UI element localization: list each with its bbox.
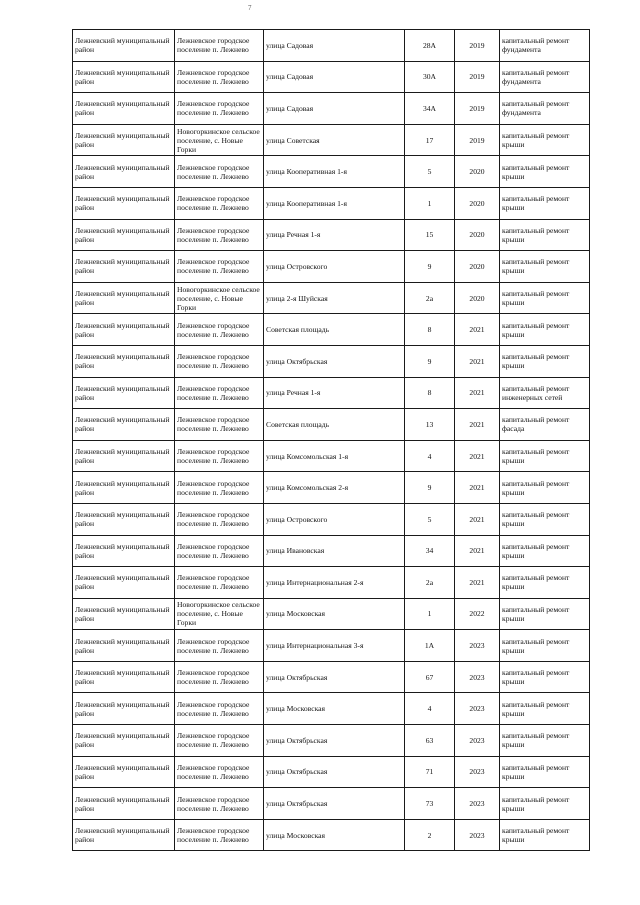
table-row: [73, 788, 590, 820]
year-cell: 2020: [455, 251, 500, 283]
house-number-cell: 5: [405, 503, 455, 535]
district-cell: Лежневский муниципальный район: [73, 756, 175, 788]
table-row: [73, 377, 590, 409]
district-cell: Лежневский муниципальный район: [73, 788, 175, 820]
year-cell: 2020: [455, 187, 500, 219]
work-type-cell: капитальный ремонт крыши: [500, 314, 590, 346]
work-type-cell: капитальный ремонт фундамента: [500, 61, 590, 93]
street-cell: улица Октябрьская: [264, 661, 405, 693]
district-cell: Лежневский муниципальный район: [73, 567, 175, 599]
year-cell: 2023: [455, 819, 500, 851]
house-number-cell: 4: [405, 440, 455, 472]
settlement-cell: Лежневское городское поселение п. Лежнево: [175, 661, 264, 693]
work-type-cell: капитальный ремонт крыши: [500, 756, 590, 788]
house-number-cell: 8: [405, 314, 455, 346]
street-cell: улица Кооперативная 1-я: [264, 187, 405, 219]
house-number-cell: 17: [405, 124, 455, 156]
street-cell: улица Московская: [264, 819, 405, 851]
house-number-cell: 13: [405, 409, 455, 441]
district-cell: Лежневский муниципальный район: [73, 503, 175, 535]
street-cell: улица Кооперативная 1-я: [264, 156, 405, 188]
work-type-cell: капитальный ремонт крыши: [500, 219, 590, 251]
work-type-cell: капитальный ремонт фасада: [500, 409, 590, 441]
house-number-cell: 15: [405, 219, 455, 251]
year-cell: 2021: [455, 409, 500, 441]
street-cell: улица Островского: [264, 503, 405, 535]
settlement-cell: Лежневское городское поселение п. Лежнево: [175, 503, 264, 535]
table-row: [73, 409, 590, 441]
work-type-cell: капитальный ремонт фундамента: [500, 30, 590, 62]
year-cell: 2023: [455, 630, 500, 662]
district-cell: Лежневский муниципальный район: [73, 187, 175, 219]
house-number-cell: 4: [405, 693, 455, 725]
settlement-cell: Лежневское городское поселение п. Лежнево: [175, 472, 264, 504]
table-row: [73, 819, 590, 851]
table-row: [73, 693, 590, 725]
district-cell: Лежневский муниципальный район: [73, 693, 175, 725]
work-type-cell: капитальный ремонт крыши: [500, 124, 590, 156]
house-number-cell: 2а: [405, 282, 455, 314]
house-number-cell: 1А: [405, 630, 455, 662]
year-cell: 2020: [455, 219, 500, 251]
street-cell: улица Речная 1-я: [264, 377, 405, 409]
district-cell: Лежневский муниципальный район: [73, 440, 175, 472]
house-number-cell: 73: [405, 788, 455, 820]
street-cell: улица Октябрьская: [264, 788, 405, 820]
table-row: [73, 503, 590, 535]
district-cell: Лежневский муниципальный район: [73, 819, 175, 851]
house-number-cell: 5: [405, 156, 455, 188]
work-type-cell: капитальный ремонт крыши: [500, 693, 590, 725]
work-type-cell: капитальный ремонт крыши: [500, 187, 590, 219]
year-cell: 2021: [455, 440, 500, 472]
work-type-cell: капитальный ремонт фундамента: [500, 93, 590, 125]
work-type-cell: капитальный ремонт крыши: [500, 535, 590, 567]
house-number-cell: 34: [405, 535, 455, 567]
street-cell: улица Комсомольская 1-я: [264, 440, 405, 472]
street-cell: улица Садовая: [264, 30, 405, 62]
year-cell: 2021: [455, 472, 500, 504]
settlement-cell: Лежневское городское поселение п. Лежнево: [175, 61, 264, 93]
district-cell: Лежневский муниципальный район: [73, 30, 175, 62]
street-cell: улица Комсомольская 2-я: [264, 472, 405, 504]
work-type-cell: капитальный ремонт крыши: [500, 251, 590, 283]
table-row: [73, 725, 590, 757]
district-cell: Лежневский муниципальный район: [73, 219, 175, 251]
street-cell: улица Ивановская: [264, 535, 405, 567]
work-type-cell: капитальный ремонт крыши: [500, 472, 590, 504]
table-row: [73, 187, 590, 219]
year-cell: 2020: [455, 282, 500, 314]
year-cell: 2019: [455, 124, 500, 156]
district-cell: Лежневский муниципальный район: [73, 661, 175, 693]
settlement-cell: Лежневское городское поселение п. Лежнево: [175, 819, 264, 851]
year-cell: 2023: [455, 661, 500, 693]
table-row: [73, 93, 590, 125]
work-type-cell: капитальный ремонт крыши: [500, 630, 590, 662]
year-cell: 2021: [455, 503, 500, 535]
year-cell: 2023: [455, 693, 500, 725]
settlement-cell: Лежневское городское поселение п. Лежнево: [175, 756, 264, 788]
district-cell: Лежневский муниципальный район: [73, 282, 175, 314]
house-number-cell: 63: [405, 725, 455, 757]
street-cell: улица Советская: [264, 124, 405, 156]
district-cell: Лежневский муниципальный район: [73, 598, 175, 630]
settlement-cell: Лежневское городское поселение п. Лежнево: [175, 345, 264, 377]
year-cell: 2019: [455, 30, 500, 62]
district-cell: Лежневский муниципальный район: [73, 314, 175, 346]
table-row: [73, 282, 590, 314]
year-cell: 2023: [455, 756, 500, 788]
table-row: [73, 661, 590, 693]
table-row: [73, 756, 590, 788]
year-cell: 2021: [455, 567, 500, 599]
house-number-cell: 67: [405, 661, 455, 693]
table-row: [73, 440, 590, 472]
district-cell: Лежневский муниципальный район: [73, 124, 175, 156]
settlement-cell: Лежневское городское поселение п. Лежнево: [175, 725, 264, 757]
year-cell: 2021: [455, 314, 500, 346]
page-number-mark: 7: [248, 4, 252, 12]
district-cell: Лежневский муниципальный район: [73, 472, 175, 504]
house-number-cell: 34А: [405, 93, 455, 125]
house-number-cell: 2а: [405, 567, 455, 599]
district-cell: Лежневский муниципальный район: [73, 409, 175, 441]
year-cell: 2019: [455, 61, 500, 93]
house-number-cell: 71: [405, 756, 455, 788]
settlement-cell: Новогоркинское сельское поселение, с. Новые Горки: [175, 282, 264, 314]
house-number-cell: 9: [405, 251, 455, 283]
year-cell: 2021: [455, 377, 500, 409]
table-row: [73, 61, 590, 93]
street-cell: улица 2-я Шуйская: [264, 282, 405, 314]
street-cell: улица Октябрьская: [264, 756, 405, 788]
year-cell: 2022: [455, 598, 500, 630]
work-type-cell: капитальный ремонт крыши: [500, 567, 590, 599]
year-cell: 2023: [455, 725, 500, 757]
work-type-cell: капитальный ремонт инженерных сетей: [500, 377, 590, 409]
work-type-cell: капитальный ремонт крыши: [500, 282, 590, 314]
street-cell: улица Островского: [264, 251, 405, 283]
table-row: [73, 567, 590, 599]
district-cell: Лежневский муниципальный район: [73, 535, 175, 567]
house-number-cell: 1: [405, 187, 455, 219]
table-row: [73, 124, 590, 156]
district-cell: Лежневский муниципальный район: [73, 61, 175, 93]
street-cell: улица Садовая: [264, 93, 405, 125]
settlement-cell: Лежневское городское поселение п. Лежнево: [175, 156, 264, 188]
settlement-cell: Лежневское городское поселение п. Лежнево: [175, 187, 264, 219]
work-type-cell: капитальный ремонт крыши: [500, 345, 590, 377]
table-row: [73, 472, 590, 504]
work-type-cell: капитальный ремонт крыши: [500, 503, 590, 535]
table-row: [73, 345, 590, 377]
year-cell: 2023: [455, 788, 500, 820]
street-cell: улица Речная 1-я: [264, 219, 405, 251]
settlement-cell: Новогоркинское сельское поселение, с. Новые Горки: [175, 124, 264, 156]
settlement-cell: Лежневское городское поселение п. Лежнево: [175, 251, 264, 283]
year-cell: 2021: [455, 345, 500, 377]
work-type-cell: капитальный ремонт крыши: [500, 819, 590, 851]
year-cell: 2019: [455, 93, 500, 125]
settlement-cell: Лежневское городское поселение п. Лежнево: [175, 440, 264, 472]
district-cell: Лежневский муниципальный район: [73, 251, 175, 283]
table-row: [73, 156, 590, 188]
street-cell: улица Интернациональная 2-я: [264, 567, 405, 599]
table-row: [73, 219, 590, 251]
settlement-cell: Лежневское городское поселение п. Лежнево: [175, 409, 264, 441]
settlement-cell: Лежневское городское поселение п. Лежнево: [175, 693, 264, 725]
district-cell: Лежневский муниципальный район: [73, 725, 175, 757]
house-number-cell: 9: [405, 345, 455, 377]
settlement-cell: Новогоркинское сельское поселение, с. Новые Горки: [175, 598, 264, 630]
settlement-cell: Лежневское городское поселение п. Лежнево: [175, 788, 264, 820]
capital-repair-table: [72, 29, 590, 851]
house-number-cell: 8: [405, 377, 455, 409]
work-type-cell: капитальный ремонт крыши: [500, 156, 590, 188]
district-cell: Лежневский муниципальный район: [73, 377, 175, 409]
table-row: [73, 251, 590, 283]
street-cell: улица Октябрьская: [264, 345, 405, 377]
table-row: [73, 630, 590, 662]
table-row: [73, 535, 590, 567]
street-cell: улица Октябрьская: [264, 725, 405, 757]
street-cell: улица Московская: [264, 598, 405, 630]
street-cell: улица Интернациональная 3-я: [264, 630, 405, 662]
year-cell: 2021: [455, 535, 500, 567]
settlement-cell: Лежневское городское поселение п. Лежнево: [175, 314, 264, 346]
work-type-cell: капитальный ремонт крыши: [500, 725, 590, 757]
house-number-cell: 1: [405, 598, 455, 630]
work-type-cell: капитальный ремонт крыши: [500, 788, 590, 820]
district-cell: Лежневский муниципальный район: [73, 93, 175, 125]
settlement-cell: Лежневское городское поселение п. Лежнево: [175, 630, 264, 662]
settlement-cell: Лежневское городское поселение п. Лежнево: [175, 535, 264, 567]
settlement-cell: Лежневское городское поселение п. Лежнево: [175, 567, 264, 599]
street-cell: улица Московская: [264, 693, 405, 725]
settlement-cell: Лежневское городское поселение п. Лежнево: [175, 30, 264, 62]
house-number-cell: 2: [405, 819, 455, 851]
table-row: [73, 314, 590, 346]
street-cell: улица Садовая: [264, 61, 405, 93]
table-row: [73, 598, 590, 630]
house-number-cell: 28А: [405, 30, 455, 62]
work-type-cell: капитальный ремонт крыши: [500, 440, 590, 472]
street-cell: Советская площадь: [264, 409, 405, 441]
work-type-cell: капитальный ремонт крыши: [500, 661, 590, 693]
street-cell: Советская площадь: [264, 314, 405, 346]
year-cell: 2020: [455, 156, 500, 188]
district-cell: Лежневский муниципальный район: [73, 630, 175, 662]
table-body: [73, 30, 590, 851]
district-cell: Лежневский муниципальный район: [73, 156, 175, 188]
settlement-cell: Лежневское городское поселение п. Лежнево: [175, 377, 264, 409]
district-cell: Лежневский муниципальный район: [73, 345, 175, 377]
settlement-cell: Лежневское городское поселение п. Лежнево: [175, 93, 264, 125]
house-number-cell: 30А: [405, 61, 455, 93]
settlement-cell: Лежневское городское поселение п. Лежнево: [175, 219, 264, 251]
table-row: [73, 30, 590, 62]
work-type-cell: капитальный ремонт крыши: [500, 598, 590, 630]
house-number-cell: 9: [405, 472, 455, 504]
